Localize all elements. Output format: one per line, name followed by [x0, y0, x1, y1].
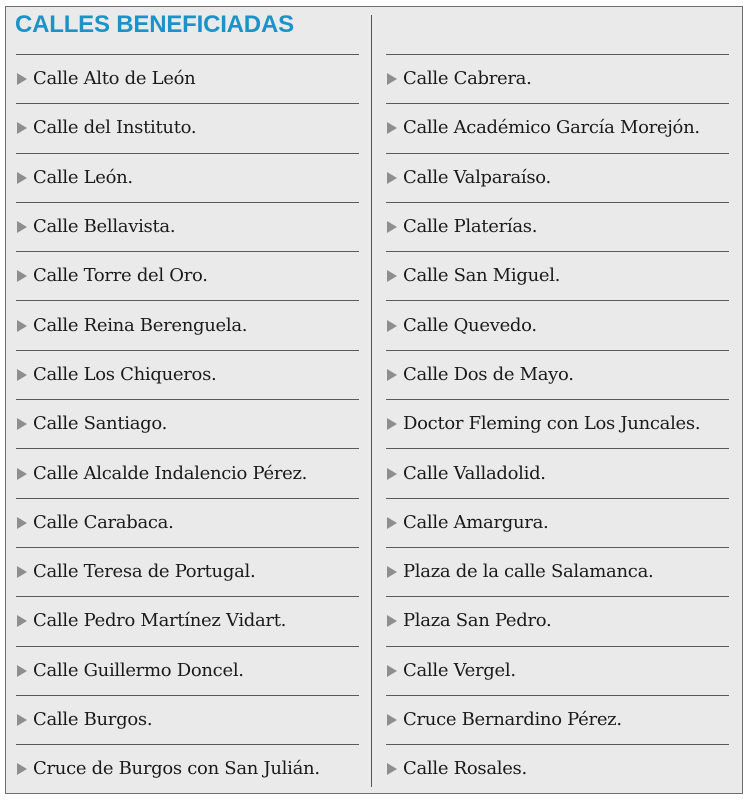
list-item — [16, 646, 359, 695]
list-item — [386, 54, 729, 103]
triangle-right-icon — [17, 763, 27, 775]
triangle-right-icon — [17, 122, 27, 134]
street-name: Doctor Fleming con Los Juncales. — [403, 413, 701, 435]
triangle-right-icon — [387, 122, 397, 134]
list-item — [16, 448, 359, 497]
street-list-left — [16, 54, 359, 793]
list-item — [16, 153, 359, 202]
list-item — [16, 202, 359, 251]
street-name: Calle León. — [33, 166, 133, 188]
list-item — [16, 251, 359, 300]
list-item — [16, 547, 359, 596]
triangle-right-icon — [387, 566, 397, 578]
list-item — [16, 350, 359, 399]
triangle-right-icon — [387, 468, 397, 480]
list-item — [16, 54, 359, 103]
street-name: Calle Burgos. — [33, 709, 153, 730]
triangle-right-icon — [387, 270, 397, 282]
triangle-right-icon — [387, 714, 397, 726]
street-name: Calle Rosales. — [403, 758, 527, 780]
triangle-right-icon — [387, 517, 397, 529]
triangle-right-icon — [387, 763, 397, 775]
street-name: Calle del Instituto. — [33, 117, 197, 139]
street-name: Calle Bellavista. — [33, 216, 176, 238]
list-item — [386, 202, 729, 251]
street-name: Calle Platerías. — [403, 216, 538, 238]
street-name: Calle Alto de León — [33, 68, 196, 90]
panel-title: CALLES BENEFICIADAS — [15, 11, 294, 38]
triangle-right-icon — [17, 73, 27, 85]
triangle-right-icon — [17, 418, 27, 430]
triangle-right-icon — [17, 172, 27, 184]
street-name: Calle Amargura. — [403, 511, 549, 533]
triangle-right-icon — [387, 320, 397, 332]
list-item — [386, 300, 729, 349]
triangle-right-icon — [387, 221, 397, 233]
list-item — [16, 300, 359, 349]
street-name: Calle Los Chiqueros. — [33, 363, 217, 385]
triangle-right-icon — [17, 270, 27, 282]
list-item — [386, 646, 729, 695]
list-item — [386, 596, 729, 645]
street-name: Plaza de la calle Salamanca. — [403, 561, 654, 583]
list-item — [16, 744, 359, 793]
list-item — [386, 498, 729, 547]
list-item — [16, 399, 359, 448]
list-item — [386, 103, 729, 152]
triangle-right-icon — [387, 418, 397, 430]
street-name: Calle Dos de Mayo. — [403, 363, 574, 385]
triangle-right-icon — [17, 665, 27, 677]
street-name: Calle Santiago. — [33, 413, 168, 435]
triangle-right-icon — [17, 320, 27, 332]
street-name: Calle Alcalde Indalencio Pérez. — [33, 462, 308, 484]
street-name: Calle Académico García Morejón. — [403, 117, 700, 139]
street-name: Calle Guillermo Doncel. — [33, 659, 244, 681]
triangle-right-icon — [17, 615, 27, 627]
list-item — [386, 350, 729, 399]
list-item — [386, 448, 729, 497]
list-item — [16, 695, 359, 744]
list-item — [386, 695, 729, 744]
column-divider — [371, 15, 372, 787]
street-name: Calle Valparaíso. — [403, 166, 551, 188]
street-name: Calle Cabrera. — [403, 68, 532, 90]
street-name: Calle Torre del Oro. — [33, 265, 208, 287]
street-name: Calle Pedro Martínez Vidart. — [33, 610, 287, 632]
triangle-right-icon — [17, 221, 27, 233]
street-name: Calle San Miguel. — [403, 265, 561, 287]
triangle-right-icon — [17, 714, 27, 726]
street-name: Calle Valladolid. — [403, 462, 546, 484]
list-item — [16, 103, 359, 152]
street-name: Calle Vergel. — [403, 659, 516, 681]
triangle-right-icon — [387, 665, 397, 677]
triangle-right-icon — [387, 73, 397, 85]
triangle-right-icon — [17, 369, 27, 381]
street-name: Calle Carabaca. — [33, 511, 174, 533]
triangle-right-icon — [387, 615, 397, 627]
list-item — [386, 251, 729, 300]
street-list-right — [386, 54, 729, 793]
list-item — [386, 547, 729, 596]
list-item — [16, 498, 359, 547]
street-name: Plaza San Pedro. — [403, 610, 552, 632]
street-name: Cruce de Burgos con San Julián. — [33, 758, 320, 780]
street-name: Calle Quevedo. — [403, 314, 537, 336]
street-name: Calle Reina Berenguela. — [33, 314, 248, 336]
list-item — [386, 153, 729, 202]
street-name: Cruce Bernardino Pérez. — [403, 709, 622, 730]
street-name: Calle Teresa de Portugal. — [33, 561, 256, 583]
list-item — [386, 744, 729, 793]
triangle-right-icon — [17, 468, 27, 480]
list-item — [386, 399, 729, 448]
streets-panel — [5, 6, 743, 794]
triangle-right-icon — [387, 172, 397, 184]
triangle-right-icon — [17, 566, 27, 578]
triangle-right-icon — [17, 517, 27, 529]
triangle-right-icon — [387, 369, 397, 381]
list-item — [16, 596, 359, 645]
